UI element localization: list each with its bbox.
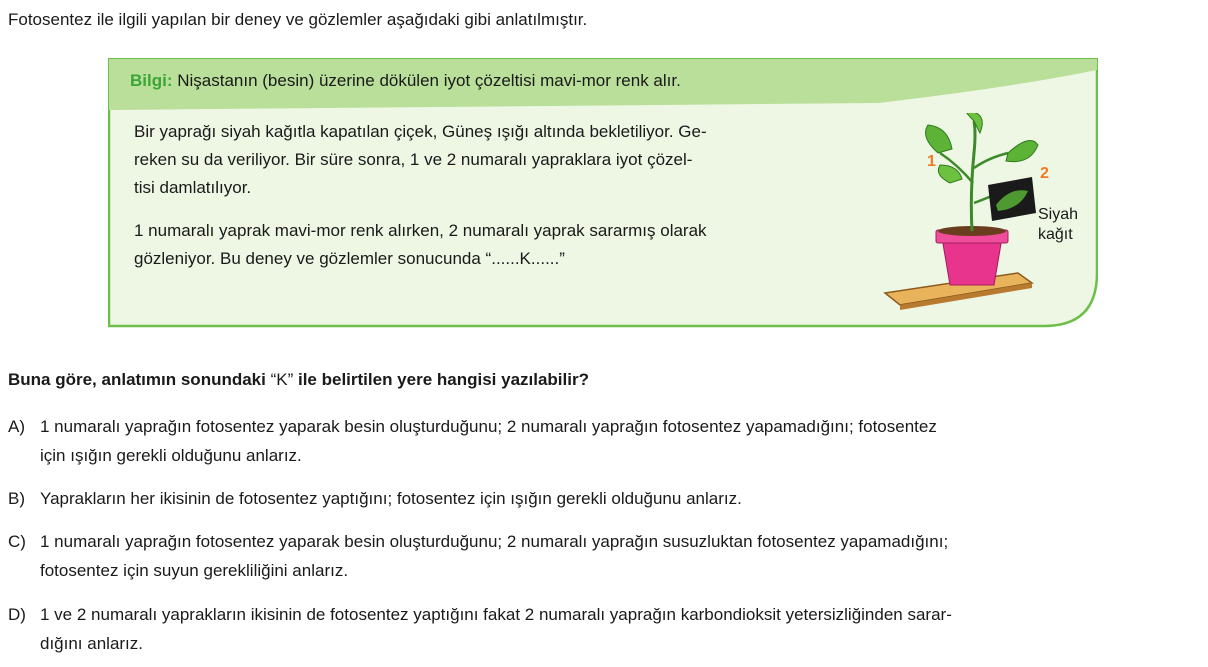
option-line: için ışığın gerekli olduğunu anlarız. — [40, 446, 302, 465]
plant-figure — [870, 113, 1098, 323]
option-d[interactable] — [8, 600, 1203, 658]
experiment-box — [108, 58, 1098, 328]
paragraph-line: Bir yaprağı siyah kağıtla kapatılan çiçek, Güneş ışığı altında bekletiliyor. Ge- — [134, 122, 707, 141]
option-letter: B) — [8, 489, 25, 508]
option-c[interactable] — [8, 527, 1203, 585]
question-part-2: ile belirtilen yere hangisi yazılabilir? — [293, 370, 589, 389]
intro-text: Fotosentez ile ilgili yapılan bir deney ve gözlemler aşağıdaki gibi anlatılmıştır. — [8, 10, 588, 29]
question-stem — [8, 370, 589, 390]
paragraph-line: reken su da veriliyor. Bir süre sonra, 1 ve 2 numaralı yapraklara iyot çözel- — [134, 150, 693, 169]
option-letter: A) — [8, 417, 25, 436]
experiment-paragraph-1 — [134, 118, 874, 202]
option-line: 1 numaralı yaprağın fotosentez yaparak besin oluşturduğunu; 2 numaralı yaprağın susuzluktan fotosentez yapamadığını; — [40, 532, 949, 551]
question-part-1: Buna göre, anlatımın sonundaki — [8, 370, 271, 389]
option-line: dığını anlarız. — [40, 634, 144, 653]
question-k: “K” — [270, 370, 294, 389]
info-line — [130, 71, 681, 91]
leaf-label-1: 1 — [927, 153, 936, 170]
black-paper-label — [1038, 205, 1078, 245]
label-kagit: kağıt — [1038, 226, 1073, 243]
option-letter: C) — [8, 532, 26, 551]
info-text: Nişastanın (besin) üzerine dökülen iyot çözeltisi mavi-mor renk alır. — [177, 71, 681, 90]
option-line: Yaprakların her ikisinin de fotosentez yaptığını; fotosentez için ışığın gerekli olduğunu anlarız. — [40, 489, 742, 508]
option-line: fotosentez için suyun gerekliliğini anlarız. — [40, 561, 349, 580]
option-letter: D) — [8, 605, 26, 624]
paragraph-line: 1 numaralı yaprak mavi-mor renk alırken, 2 numaralı yaprak sararmış olarak — [134, 221, 707, 240]
option-line: 1 numaralı yaprağın fotosentez yaparak besin oluşturduğunu; 2 numaralı yaprağın fotosentez yapamadığını; fotosentez — [40, 417, 937, 436]
paragraph-line: gözleniyor. Bu deney ve gözlemler sonucunda “......K......” — [134, 249, 565, 268]
experiment-paragraph-2 — [134, 217, 874, 273]
label-siyah: Siyah — [1038, 206, 1079, 223]
option-b[interactable] — [8, 484, 1203, 513]
info-label: Bilgi: — [130, 71, 173, 90]
option-a[interactable] — [8, 412, 1203, 470]
leaf-label-2: 2 — [1040, 165, 1049, 182]
option-line: 1 ve 2 numaralı yaprakların ikisinin de fotosentez yaptığını fakat 2 numaralı yaprağın karbondioksit yetersizliğinden sarar- — [40, 605, 952, 624]
paragraph-line: tisi damlatılıyor. — [134, 178, 252, 197]
